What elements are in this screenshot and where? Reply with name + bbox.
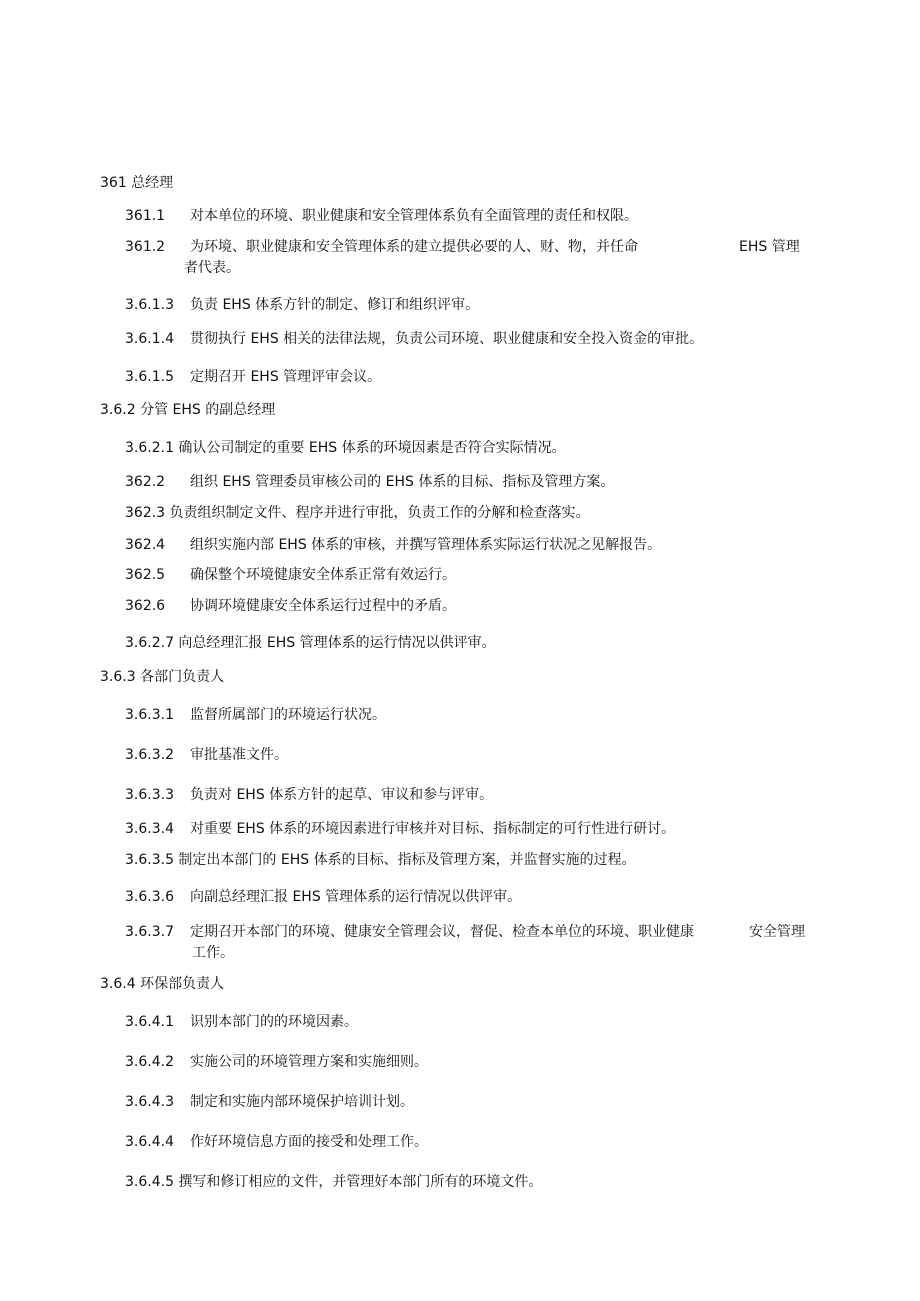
item-text: 协调环境健康安全体系运行过程中的矛盾。 — [190, 598, 456, 614]
item-text-wrap: 者代表。 — [184, 260, 240, 276]
item-line: 362.3 负责组织制定文件、程序并进行审批，负责工作的分解和检查落实。 — [125, 505, 590, 521]
item-text: 确保整个环境健康安全体系正常有效运行。 — [190, 567, 456, 583]
item-number: 3.6.3.3 — [125, 787, 174, 803]
item-text: 监督所属部门的环境运行状况。 — [190, 707, 386, 723]
item-number: 3.6.4.1 — [125, 1014, 174, 1030]
item-text: 向副总经理汇报 EHS 管理体系的运行情况以供评审。 — [190, 889, 522, 905]
item-number: 3.6.1.4 — [125, 331, 174, 347]
item-number: 3.6.3.4 — [125, 821, 174, 837]
item-number: 3.6.3.6 — [125, 889, 174, 905]
item-text: 负责 EHS 体系方针的制定、修订和组织评审。 — [190, 297, 480, 313]
item-number: 3.6.4.2 — [125, 1054, 174, 1070]
item-number: 3.6.3.1 — [125, 707, 174, 723]
item-number: 3.6.4.3 — [125, 1094, 174, 1110]
item-number: 361.2 — [125, 239, 166, 255]
item-number: 3.6.1.3 — [125, 297, 174, 313]
item-text: 贯彻执行 EHS 相关的法律法规，负责公司环境、职业健康和安全投入资金的审批。 — [190, 331, 704, 347]
item-text: 组织实施内部 EHS 体系的审核，并撰写管理体系实际运行状况之见解报告。 — [190, 537, 662, 553]
item-text: 负责对 EHS 体系方针的起草、审议和参与评审。 — [190, 787, 494, 803]
item-text: 审批基准文件。 — [190, 747, 288, 763]
item-text: 定期召开本部门的环境、健康安全管理会议，督促、检查本单位的环境、职业健康 — [190, 924, 694, 940]
section-heading-362: 3.6.2 分管 EHS 的副总经理 — [100, 402, 276, 418]
item-line: 3.6.3.5 制定出本部门的 EHS 体系的目标、指标及管理方案，并监督实施的过程。 — [125, 852, 636, 868]
item-text-continued: 安全管理 — [749, 924, 805, 940]
item-number: 3.6.4.4 — [125, 1134, 174, 1150]
item-number: 3.6.1.5 — [125, 369, 174, 385]
item-number: 362.2 — [125, 474, 166, 490]
item-text: 组织 EHS 管理委员审核公司的 EHS 体系的目标、指标及管理方案。 — [190, 474, 615, 490]
section-heading-363: 3.6.3 各部门负责人 — [100, 669, 225, 685]
section-heading-364: 3.6.4 环保部负责人 — [100, 976, 225, 992]
item-text: 作好环境信息方面的接受和处理工作。 — [190, 1134, 428, 1150]
item-number: 3.6.3.7 — [125, 924, 174, 940]
item-line: 3.6.2.1 确认公司制定的重要 EHS 体系的环境因素是否符合实际情况。 — [125, 440, 566, 456]
item-text: 制定和实施内部环境保护培训计划。 — [190, 1094, 414, 1110]
item-text: 对本单位的环境、职业健康和安全管理体系负有全面管理的责任和权限。 — [190, 208, 638, 224]
item-number: 3.6.3.2 — [125, 747, 174, 763]
item-number: 362.4 — [125, 537, 166, 553]
item-text: 对重要 EHS 体系的环境因素进行审核并对目标、指标制定的可行性进行研讨。 — [190, 821, 676, 837]
item-line: 3.6.4.5 撰写和修订相应的文件，并管理好本部门所有的环境文件。 — [125, 1174, 543, 1190]
item-number: 362.5 — [125, 567, 166, 583]
section-heading-361: 361 总经理 — [100, 175, 174, 191]
item-text: 实施公司的环境管理方案和实施细则。 — [190, 1054, 428, 1070]
item-text-continued: EHS 管理 — [739, 239, 800, 255]
item-text: 为环境、职业健康和安全管理体系的建立提供必要的人、财、物，并任命 — [190, 239, 638, 255]
item-text: 识别本部门的的环境因素。 — [190, 1014, 358, 1030]
item-text-wrap: 工作。 — [192, 945, 234, 961]
item-number: 361.1 — [125, 208, 166, 224]
item-text: 定期召开 EHS 管理评审会议。 — [190, 369, 382, 385]
item-number: 362.6 — [125, 598, 166, 614]
item-line: 3.6.2.7 向总经理汇报 EHS 管理体系的运行情况以供评审。 — [125, 635, 496, 651]
